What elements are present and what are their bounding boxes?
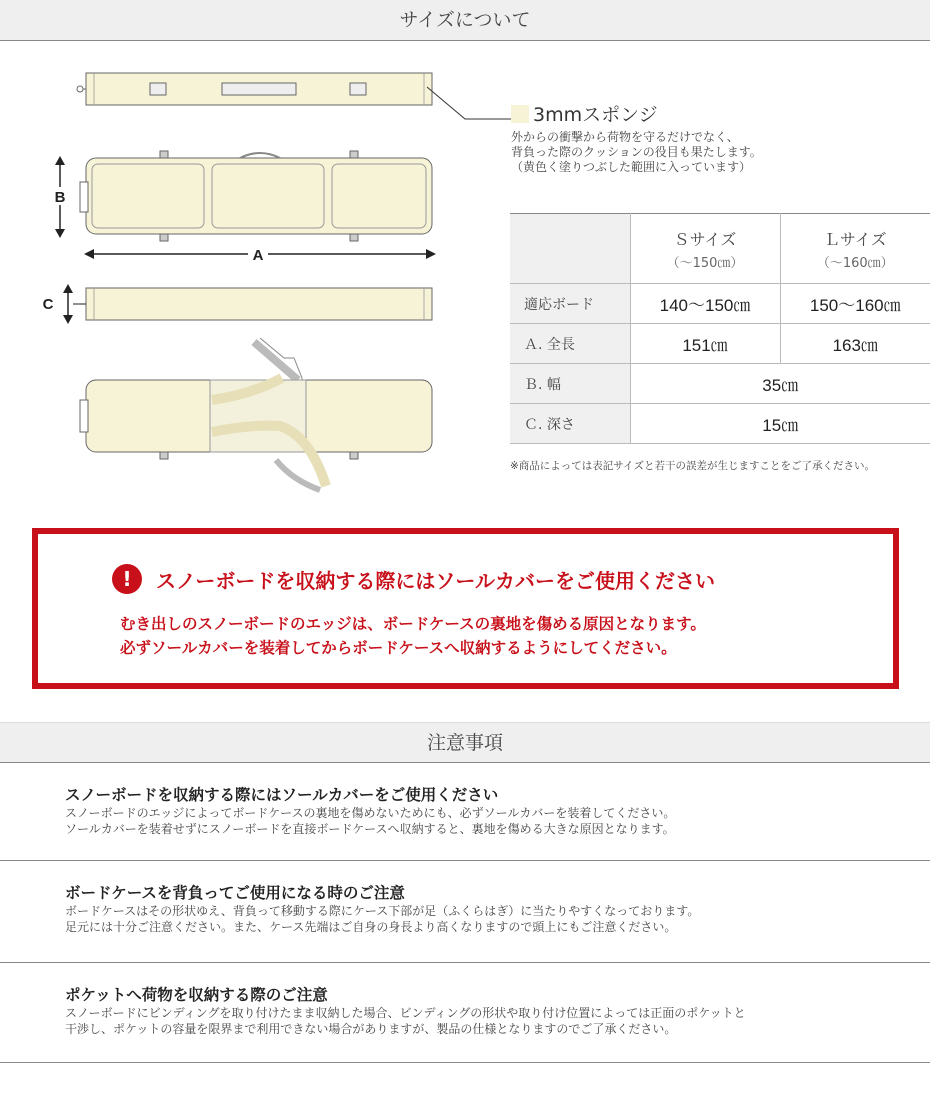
cell-value: 150〜160㎝: [780, 284, 930, 324]
note-title: スノーボードを収納する際にはソールカバーをご使用ください: [65, 786, 499, 804]
table-row: [510, 284, 930, 324]
size-column-sub: （〜150㎝）: [666, 255, 744, 271]
size-column-s: [630, 214, 780, 284]
warning-title-row: [112, 564, 715, 594]
cell-value: 15㎝: [630, 404, 930, 444]
sponge-description: [511, 130, 921, 175]
row-label: 適応ボード: [510, 284, 630, 324]
sponge-swatch: [511, 105, 529, 123]
exclamation-icon: !: [112, 564, 142, 594]
dimension-c-label: C: [42, 296, 54, 313]
warning-line: 必ずソールカバーを装着してからボードケースへ収納するようにしてください。: [120, 639, 677, 657]
board-case-diagram: [40, 60, 450, 510]
dimension-a-label: A: [252, 247, 264, 264]
note-line: ソールカバーを装着せずにスノーボードを直接ボードケースへ収納すると、裏地を傷める大きな原因となります。: [65, 822, 675, 836]
warning-body: [120, 612, 706, 660]
sole-cover-warning-box: [32, 528, 899, 689]
note-title: ポケットへ荷物を収納する際のご注意: [65, 986, 328, 1004]
note-line: スノーボードにビンディングを取り付けたまま収納した場合、ビンディングの形状や取り付け位置によっては正面のポケットと: [65, 1006, 746, 1020]
cell-value: 140〜150㎝: [630, 284, 780, 324]
table-row: [510, 324, 930, 364]
sponge-legend: [511, 100, 921, 175]
warning-title: スノーボードを収納する際にはソールカバーをご使用ください: [156, 568, 715, 593]
table-row: [510, 404, 930, 444]
sponge-desc-line: （黄色く塗りつぶした範囲に入っています）: [511, 160, 752, 174]
table-row: [510, 364, 930, 404]
note-item: [0, 963, 930, 1063]
sponge-desc-line: 背負った際のクッションの役目も果たします。: [511, 145, 762, 159]
cell-value: 151㎝: [630, 324, 780, 364]
size-column-label: Ｓサイズ: [673, 229, 737, 249]
row-label: Ａ. 全長: [510, 324, 630, 364]
dimension-b-label: B: [54, 189, 66, 206]
note-line: 干渉し、ポケットの容量を限界まで利用できない場合がありますが、製品の仕様となりますのでご了承ください。: [65, 1022, 677, 1036]
size-column-sub: （〜160㎝）: [816, 255, 894, 271]
row-label: Ｃ. 深さ: [510, 404, 630, 444]
section-header-notes: 注意事項: [0, 722, 930, 763]
note-line: スノーボードのエッジによってボードケースの裏地を傷めないためにも、必ずソールカバーを装着してください。: [65, 806, 676, 820]
sponge-title: 3mmスポンジ: [533, 104, 658, 126]
cell-value: 163㎝: [780, 324, 930, 364]
size-table-header-row: [510, 214, 930, 284]
note-item: [0, 763, 930, 861]
note-item: [0, 861, 930, 963]
case-top-view: [77, 73, 432, 105]
size-table: [510, 213, 930, 444]
sponge-leader-line: [425, 85, 515, 125]
row-label: Ｂ. 幅: [510, 364, 630, 404]
size-column-l: [780, 214, 930, 284]
size-column-label: Ｌサイズ: [823, 229, 887, 249]
warning-line: むき出しのスノーボードのエッジは、ボードケースの裏地を傷める原因となります。: [120, 615, 706, 633]
cell-value: 35㎝: [630, 364, 930, 404]
case-front-view: [80, 151, 432, 241]
size-table-corner: [510, 214, 630, 284]
size-table-note: ※商品によっては表記サイズと若干の誤差が生じますことをご了承ください。: [510, 460, 875, 472]
sponge-title-row: [511, 100, 921, 127]
case-back-view: [80, 338, 432, 490]
case-side-view: [63, 284, 432, 324]
section-header-size: サイズについて: [0, 0, 930, 41]
note-line: 足元には十分ご注意ください。また、ケース先端はご自身の身長より高くなりますので頭上にもご注意ください。: [65, 920, 677, 934]
note-line: ボードケースはその形状ゆえ、背負って移動する際にケース下部が足（ふくらはぎ）に当たりやすくなっております。: [65, 904, 700, 918]
sponge-desc-line: 外からの衝撃から荷物を守るだけでなく、: [511, 130, 739, 144]
note-title: ボードケースを背負ってご使用になる時のご注意: [65, 884, 405, 902]
